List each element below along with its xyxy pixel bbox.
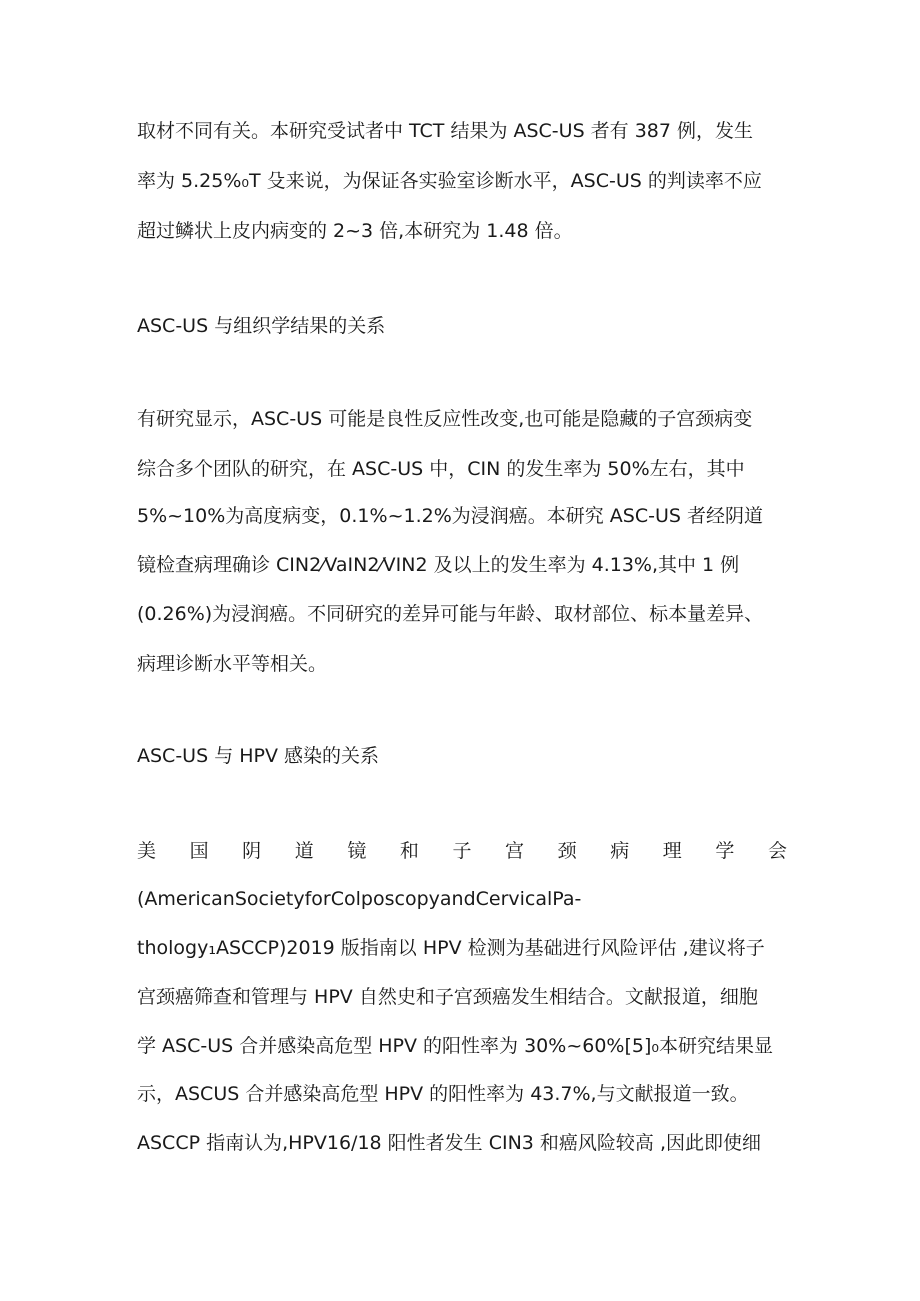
paragraph2-line-6: 病理诊断水平等相关。 <box>137 653 328 675</box>
paragraph2-line-1: 有研究显示，ASC-US 可能是良性反应性改变,也可能是隐藏的子宫颈病变 <box>137 408 753 430</box>
spread-char: 子 <box>452 840 472 862</box>
paragraph3-line-1: (AmericanSocietyforColposcopyandCervicalPa- <box>137 888 582 910</box>
paragraph2-line-3: 5%~10%为高度病变，0.1%~1.2%为浸润癌。本研究 ASC-US 者经阴道 <box>137 505 763 527</box>
section-heading-histology: ASC-US 与组织学结果的关系 <box>137 315 386 337</box>
spread-char: 宫 <box>505 840 525 862</box>
section-heading-hpv: ASC-US 与 HPV 感染的关系 <box>137 745 380 767</box>
paragraph3-spread-line <box>137 838 787 864</box>
spread-char: 美 <box>137 840 157 862</box>
spread-char: 颈 <box>557 840 577 862</box>
spread-char: 国 <box>189 840 209 862</box>
spread-char: 学 <box>715 840 735 862</box>
paragraph3-line-3: 宫颈癌筛查和管理与 HPV 自然史和子宫颈癌发生相结合。文献报道，细胞 <box>137 986 758 1008</box>
paragraph1-line-2: 率为 5.25%₀T 殳来说，为保证各实验室诊断水平，ASC-US 的判读率不应 <box>137 170 762 192</box>
paragraph2-line-4: 镜检查病理确诊 CIN2⁄VaIN2⁄VIN2 及以上的发生率为 4.13%,其中 1 例 <box>137 554 740 576</box>
spread-char: 阴 <box>242 840 262 862</box>
paragraph3-line-5: 示，ASCUS 合并感染高危型 HPV 的阳性率为 43.7%,与文献报道一致。 <box>137 1083 749 1105</box>
paragraph2-line-2: 综合多个团队的研究，在 ASC-US 中，CIN 的发生率为 50%左右，其中 <box>137 458 745 480</box>
paragraph1-line-1: 取材不同有关。本研究受试者中 TCT 结果为 ASC-US 者有 387 例，发生 <box>137 120 754 142</box>
paragraph1-line-3: 超过鳞状上皮内病变的 2~3 倍,本研究为 1.48 倍。 <box>137 220 573 242</box>
spread-char: 会 <box>767 840 787 862</box>
spread-char: 理 <box>662 840 682 862</box>
paragraph3-line-4: 学 ASC-US 合并感染高危型 HPV 的阳性率为 30%~60%[5]₀本研究结果显 <box>137 1035 774 1057</box>
paragraph3-line-2: thology₁ASCCP)2019 版指南以 HPV 检测为基础进行风险评估 ,建议将子 <box>137 937 765 959</box>
spread-char: 镜 <box>347 840 367 862</box>
spread-char: 病 <box>610 840 630 862</box>
spread-char: 和 <box>399 840 419 862</box>
paragraph3-line-6: ASCCP 指南认为,HPV16/18 阳性者发生 CIN3 和癌风险较高 ,因此即使细 <box>137 1132 761 1154</box>
spread-char: 道 <box>294 840 314 862</box>
paragraph2-line-5: (0.26%)为浸润癌。不同研究的差异可能与年龄、取材部位、标本量差异、 <box>137 603 764 625</box>
